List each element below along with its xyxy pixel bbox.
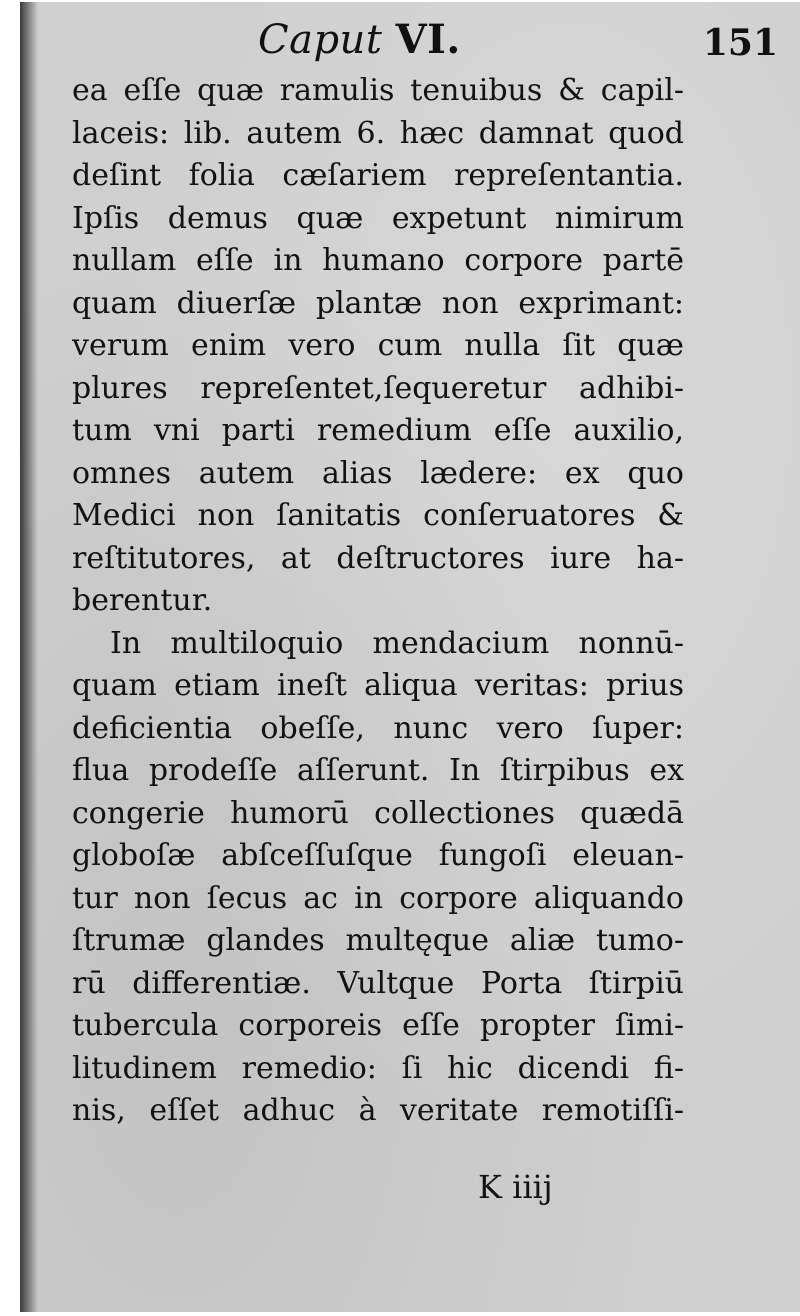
text-line: deſint folia cæſariem repreſentantia.	[72, 158, 684, 193]
page-number: 151	[702, 22, 778, 64]
running-head-caput: Caput	[258, 17, 383, 63]
running-head	[258, 16, 461, 63]
text-line: reſtitutores, at deſtructores iure ha-	[72, 540, 684, 576]
text-line: In multiloquio mendacium nonnū-	[110, 625, 684, 661]
text-line: deficientia obeſſe, nunc vero ſuper:	[72, 710, 684, 746]
text-line: omnes autem alias lædere: ex quo	[72, 455, 684, 491]
text-line: litudinem remedio: ſi hic dicendi fi-	[72, 1050, 684, 1086]
text-line: tur non ſecus ac in corpore aliquando	[72, 880, 684, 916]
scan-margin	[0, 0, 22, 1316]
page-header	[0, 10, 800, 70]
text-line: congerie humorū collectiones quædā	[72, 795, 684, 831]
text-line: quam diuerſæ plantæ non exprimant:	[72, 285, 684, 321]
paragraph-2	[72, 623, 684, 1133]
text-line: ſtrumæ glandes multęque aliæ tumo-	[72, 923, 684, 958]
text-line: laceis: lib. autem 6. hæc damnat quod	[72, 115, 684, 151]
paragraph-1	[72, 70, 684, 623]
text-line: flua prodeſſe aſſerunt. In ſtirpibus ex	[72, 753, 684, 788]
text-line: tum vni parti remedium eſſe auxilio,	[72, 413, 684, 448]
text-line: Ipſis demus quæ expetunt nimirum	[72, 200, 684, 236]
text-line: ea eſſe quæ ramulis tenuibus & capil-	[72, 73, 684, 108]
text-line: rū differentiæ. Vultque Porta ſtirpiū	[72, 965, 684, 1001]
text-line: tubercula corporeis eſſe propter ſimi-	[72, 1008, 684, 1043]
text-line: nullam eſſe in humano corpore partē	[72, 243, 684, 278]
text-line: Medici non ſanitatis conſeruatores &	[72, 498, 684, 533]
text-line: verum enim vero cum nulla ſit quæ	[72, 328, 684, 363]
body-text	[72, 70, 684, 1133]
text-line: nis, eſſet adhuc à veritate remotiſſi-	[72, 1093, 684, 1128]
text-line: globoſæ abſceſſuſque fungoſi eleuan-	[72, 838, 684, 873]
text-line: berentur.	[72, 583, 213, 618]
running-head-chapter-number: VI.	[395, 16, 461, 63]
signature-mark: K iiij	[478, 1168, 553, 1206]
text-line: quam etiam ineſt aliqua veritas: prius	[72, 668, 684, 703]
text-line: plures repreſentet,ſequeretur adhibi-	[72, 370, 684, 406]
binding-shadow	[20, 2, 38, 1312]
